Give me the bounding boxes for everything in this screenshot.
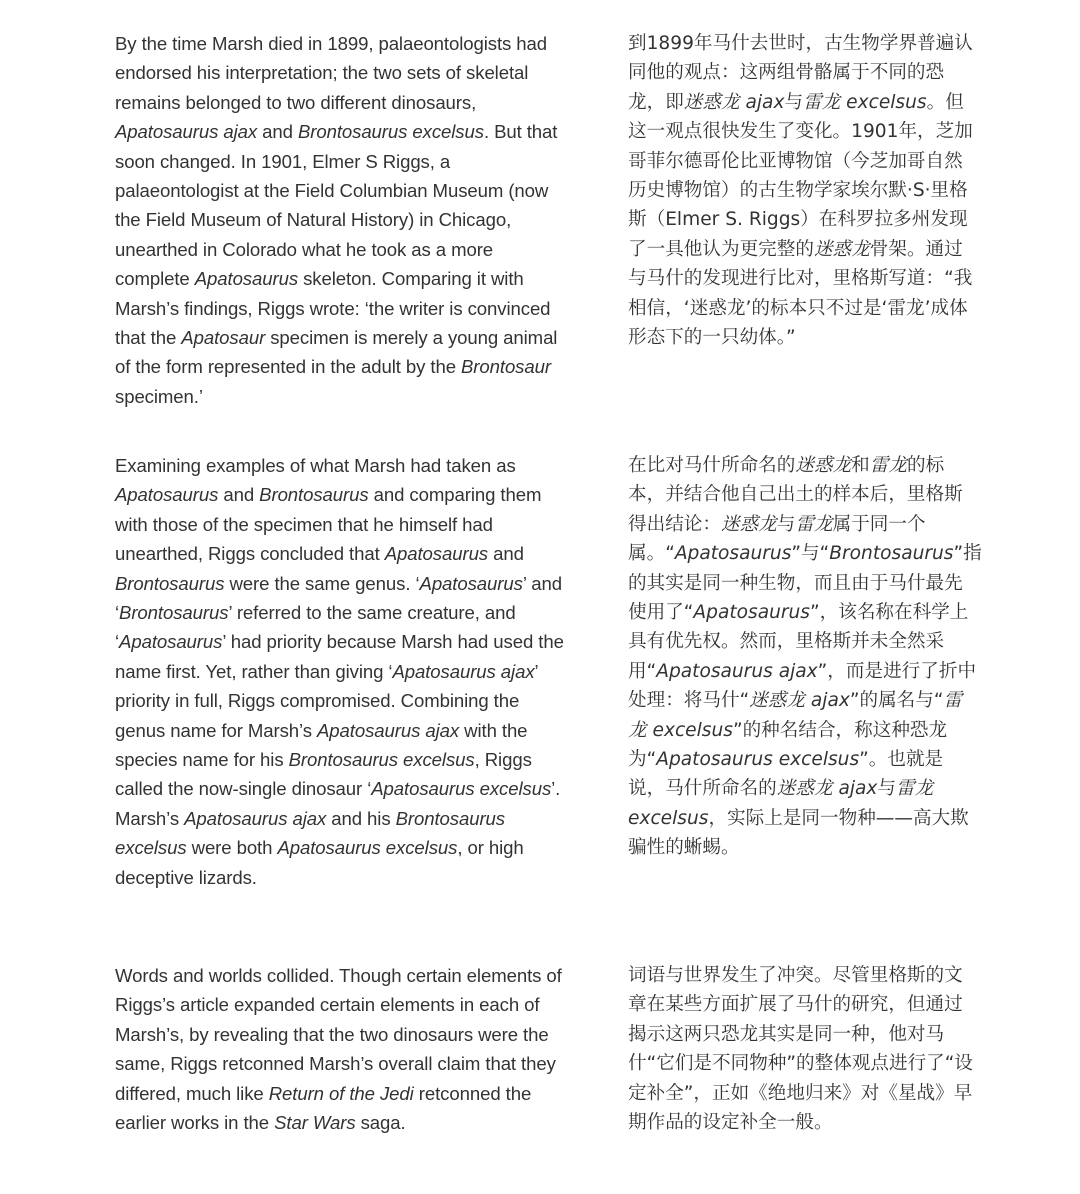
italic-term: Apatosaurus — [674, 543, 792, 565]
text-run: Examining examples of what Marsh had taken as — [115, 455, 516, 476]
italic-term: Brontosaurus excelsus — [297, 121, 484, 143]
text-run: Words and worlds collided. Though certain elements of Riggs’s article expanded certain elements in each of Marsh’s, by revealing that the two dinosaurs were the same, Riggs retconned Marsh’s overall claim that they differed, much like — [115, 965, 562, 1104]
text-run: with the species name for his — [115, 719, 528, 771]
chinese-paragraph — [628, 29, 978, 352]
italic-term: Apatosaurus — [419, 572, 523, 594]
italic-term: Apatosaurus ajax — [656, 660, 818, 682]
text-run: 和 — [851, 455, 870, 476]
text-run: 与 — [776, 513, 796, 535]
italic-term: Brontosaurus — [259, 484, 369, 506]
italic-term: Brontosaurus — [115, 572, 225, 594]
italic-term: Apatosaurus — [194, 268, 299, 290]
text-run: skeleton. Comparing it with Marsh’s findings, Riggs wrote: ‘the writer is convinced that the — [115, 268, 551, 349]
chinese-paragraph — [628, 961, 978, 1137]
italic-term: 迷惑龙 — [720, 513, 777, 535]
italic-term: Apatosaurus ajax — [317, 719, 460, 741]
english-paragraph — [115, 451, 567, 892]
text-run: ”，该名称在科学上具有优先权。然而，里格斯并未全然采用“ — [628, 602, 969, 682]
text-run: 骨架。通过与马什的发现进行比对，里格斯写道：“我相信，‘迷惑龙’的标本只不过是‘雷龙’成体形态下的一只幼体。” — [628, 238, 973, 349]
text-run: saga. — [355, 1112, 406, 1134]
italic-term: Star Wars — [274, 1112, 356, 1134]
italic-term: 雷龙 — [795, 513, 833, 535]
italic-term: Apatosaurus ajax — [392, 660, 535, 682]
italic-term: 迷惑龙 ajax — [776, 778, 878, 800]
text-run: ’ had priority because Marsh had used the name first. Yet, rather than giving ‘ — [115, 631, 564, 682]
text-run: specimen.’ — [115, 385, 203, 407]
text-run: 。但这一观点很快发生了变化。1901年，芝加哥菲尔德哥伦比亚博物馆（今芝加哥自然历史博物馆）的古生物学家埃尔默·S·里格斯（Elmer S. Riggs）在科罗拉多州发现了一具他认为更完整的 — [628, 91, 973, 260]
text-run: 的标本，并结合他自己出土的样本后，里格斯得出结论： — [628, 455, 963, 535]
italic-term: Apatosaurus excelsus — [656, 749, 860, 771]
text-run: retconned the earlier works in the — [115, 1082, 532, 1134]
italic-term: 雷龙 excelsus — [803, 91, 927, 113]
italic-term: Brontosaurus — [119, 602, 229, 624]
text-run: By the time Marsh died in 1899, palaeontologists had endorsed his interpretation; the two sets of skeletal remains belonged to two different dinosaurs, — [115, 33, 548, 113]
text-run: ”指的其实是同一种生物，而且由于马什最先使用了“ — [628, 543, 982, 624]
text-run: 词语与世界发生了冲突。尽管里格斯的文章在某些方面扩展了马什的研究，但通过揭示这两只恐龙其实是同一种，他对马什“它们是不同物种”的整体观点进行了“设定补全”，正如《绝地归来》对《星战》早期作品的设定补全一般。 — [628, 965, 973, 1134]
text-run: , or high deceptive lizards. — [115, 837, 524, 888]
italic-term: Apatosaurus — [115, 484, 219, 506]
italic-term: 迷惑龙 — [813, 238, 870, 260]
italic-term: Apatosaurus — [384, 543, 489, 565]
text-run: ’ referred to the same creature, and ‘ — [115, 602, 516, 653]
italic-term: 雷龙 — [869, 455, 907, 476]
text-run: and — [488, 543, 524, 565]
text-run: ’ priority in full, Riggs compromised. Combining the genus name for Marsh’s — [115, 660, 538, 741]
italic-term: 迷惑龙 ajax — [683, 91, 785, 113]
text-run: ”。也就是说，马什所命名的 — [628, 749, 944, 800]
italic-term: 雷龙 excelsus — [628, 690, 963, 741]
italic-term: Apatosaurus — [693, 602, 810, 624]
text-run: , Riggs called the now-single dinosaur ‘ — [115, 749, 532, 800]
text-run: ’ and ‘ — [115, 572, 562, 624]
text-run: 属于同一个属。“ — [628, 513, 926, 565]
italic-term: Apatosaurus — [119, 631, 223, 653]
italic-term: Apatosaurus excelsus — [371, 778, 552, 800]
italic-term: 迷惑龙 — [795, 455, 852, 476]
text-run: and — [257, 121, 298, 143]
text-run: ”与“ — [791, 543, 830, 565]
italic-term: Apatosaurus ajax — [184, 807, 327, 829]
text-run: were the same genus. ‘ — [224, 572, 420, 594]
text-run: 在比对马什所命名的 — [628, 455, 796, 476]
text-run: and comparing them with those of the specimen that he himself had unearthed, Riggs concluded that — [115, 484, 542, 565]
italic-term: 雷龙 excelsus — [628, 778, 934, 829]
text-run: were both — [186, 837, 278, 859]
italic-term: Brontosaur — [461, 356, 551, 378]
italic-term: Apatosaur — [181, 327, 266, 349]
italic-term: Apatosaurus excelsus — [277, 837, 458, 859]
text-run: ’. Marsh’s — [115, 778, 561, 829]
text-run: ”的属名与“ — [849, 690, 944, 712]
text-run: and his — [326, 807, 396, 829]
text-run: . But that soon changed. In 1901, Elmer S Riggs, a palaeontologist at the Field Columbian Museum (now the Field Museum of Natural History) in Chicago, unearthed in Colorado what he took as a more complete — [115, 121, 558, 290]
italic-term: Brontosaurus excelsus — [115, 807, 505, 859]
text-run: and — [218, 484, 260, 506]
text-run: specimen is merely a young animal of the form represented in the adult by the — [115, 327, 558, 378]
text-run: 到1899年马什去世时，古生物学界普遍认同他的观点：这两组骨骼属于不同的恐龙，即 — [628, 33, 973, 113]
text-run: ”，而是进行了折中处理：将马什“ — [628, 660, 977, 712]
italic-term: Apatosaurus ajax — [115, 121, 258, 143]
text-run: ，实际上是同一物种——高大欺骗性的蜥蜴。 — [628, 807, 969, 859]
italic-term: Return of the Jedi — [268, 1082, 414, 1104]
italic-term: Brontosaurus excelsus — [288, 749, 475, 771]
english-paragraph — [115, 29, 567, 411]
italic-term: Brontosaurus — [829, 543, 954, 565]
italic-term: 迷惑龙 ajax — [749, 690, 850, 712]
chinese-paragraph — [628, 451, 982, 863]
text-run: 与 — [877, 778, 897, 800]
text-run: 与 — [784, 91, 804, 113]
english-paragraph — [115, 961, 567, 1137]
text-run: ”的种名结合，称这种恐龙为“ — [628, 719, 948, 771]
